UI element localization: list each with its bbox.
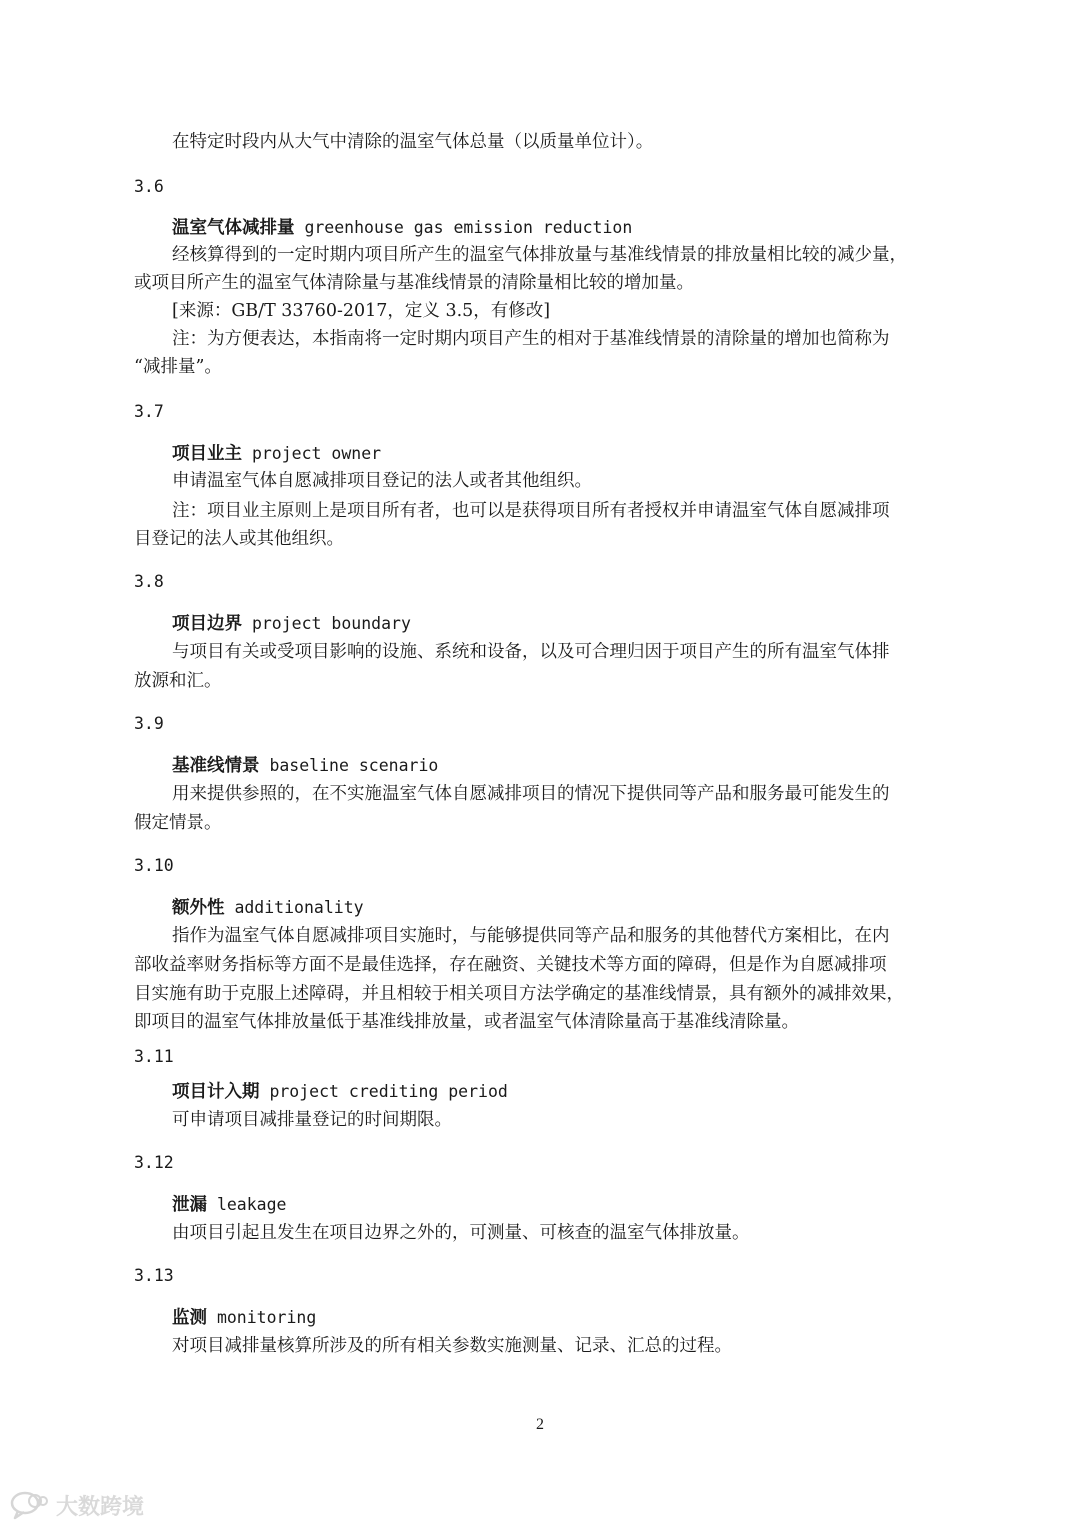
definition-line: 用来提供参照的，在不实施温室气体自愿减排项目的情况下提供同等产品和服务最可能发生的: [172, 784, 890, 804]
term-en: greenhouse gas emission reduction: [304, 218, 633, 237]
term-heading: [172, 442, 1080, 466]
definition-line: 对项目减排量核算所涉及的所有相关参数实施测量、记录、汇总的过程。: [172, 1336, 732, 1356]
section-number: 3.9: [134, 714, 164, 733]
term-zh: 项目计入期: [172, 1082, 260, 1102]
term-en: leakage: [216, 1195, 287, 1214]
definition-line: 可申请项目减排量登记的时间期限。: [172, 1110, 452, 1130]
term-zh: 项目边界: [172, 614, 242, 634]
term-zh: 温室气体减排量: [172, 218, 295, 238]
definition-line: 即项目的温室气体排放量低于基准线排放量，或者温室气体清除量高于基准线清除量。: [134, 1012, 799, 1032]
term-heading: [172, 754, 1080, 778]
intro-line: 在特定时段内从大气中清除的温室气体总量（以质量单位计）。: [172, 132, 654, 152]
chat-bubble-logo-icon: [10, 1490, 50, 1520]
definition-line: 申请温室气体自愿减排项目登记的法人或者其他组织。: [172, 471, 592, 491]
section-number: 3.10: [134, 856, 174, 875]
watermark: [10, 1488, 144, 1522]
section-number: 3.13: [134, 1266, 174, 1285]
term-zh: 基准线情景: [172, 756, 260, 776]
definition-line: 部收益率财务指标等方面不是最佳选择，存在融资、关键技术等方面的障碍，但是作为自愿减排项: [134, 955, 887, 975]
term-heading: [172, 1306, 1080, 1330]
definition-line: 由项目引起且发生在项目边界之外的，可测量、可核查的温室气体排放量。: [172, 1223, 750, 1243]
definition-line: 指作为温室气体自愿减排项目实施时，与能够提供同等产品和服务的其他替代方案相比，在内: [172, 926, 890, 946]
term-en: project owner: [251, 444, 382, 463]
definition-line: 目实施有助于克服上述障碍，并且相较于相关项目方法学确定的基准线情景，具有额外的减排效果，: [134, 984, 904, 1004]
note-line: 目登记的法人或其他组织。: [134, 529, 344, 549]
term-en: additionality: [234, 898, 364, 917]
term-zh: 泄漏: [172, 1195, 207, 1215]
section-number: 3.7: [134, 402, 164, 421]
term-zh: 额外性: [172, 898, 225, 918]
note-line: “减排量”。: [134, 357, 222, 377]
term-en: baseline scenario: [269, 756, 439, 775]
definition-line: 或项目所产生的温室气体清除量与基准线情景的清除量相比较的增加量。: [134, 273, 694, 293]
watermark-text: 大数跨境: [56, 1494, 145, 1520]
page-number: 2: [536, 1416, 544, 1433]
term-en: project boundary: [251, 614, 411, 633]
definition-line: 放源和汇。: [134, 671, 222, 691]
term-en: project crediting period: [269, 1082, 508, 1101]
term-zh: 监测: [172, 1308, 207, 1328]
section-number: 3.12: [134, 1153, 174, 1172]
term-heading: [172, 1080, 1080, 1104]
source-line: [来源：GB/T 33760-2017，定义 3.5，有修改]: [172, 301, 551, 321]
definition-line: 与项目有关或受项目影响的设施、系统和设备，以及可合理归因于项目产生的所有温室气体排: [172, 642, 890, 662]
term-en: monitoring: [216, 1308, 317, 1327]
section-number: 3.6: [134, 177, 164, 196]
section-number: 3.8: [134, 572, 164, 591]
term-heading: [172, 896, 1080, 920]
definition-line: 假定情景。: [134, 813, 222, 833]
section-number: 3.11: [134, 1047, 174, 1066]
definition-line: 经核算得到的一定时期内项目所产生的温室气体排放量与基准线情景的排放量相比较的减少量，: [172, 245, 907, 265]
term-heading: [172, 612, 1080, 636]
term-heading: [172, 216, 1080, 240]
note-line: 注：项目业主原则上是项目所有者，也可以是获得项目所有者授权并申请温室气体自愿减排项: [172, 501, 890, 521]
note-line: 注：为方便表达，本指南将一定时期内项目产生的相对于基准线情景的清除量的增加也简称为: [172, 329, 890, 349]
term-zh: 项目业主: [172, 444, 242, 464]
term-heading: [172, 1193, 1080, 1217]
